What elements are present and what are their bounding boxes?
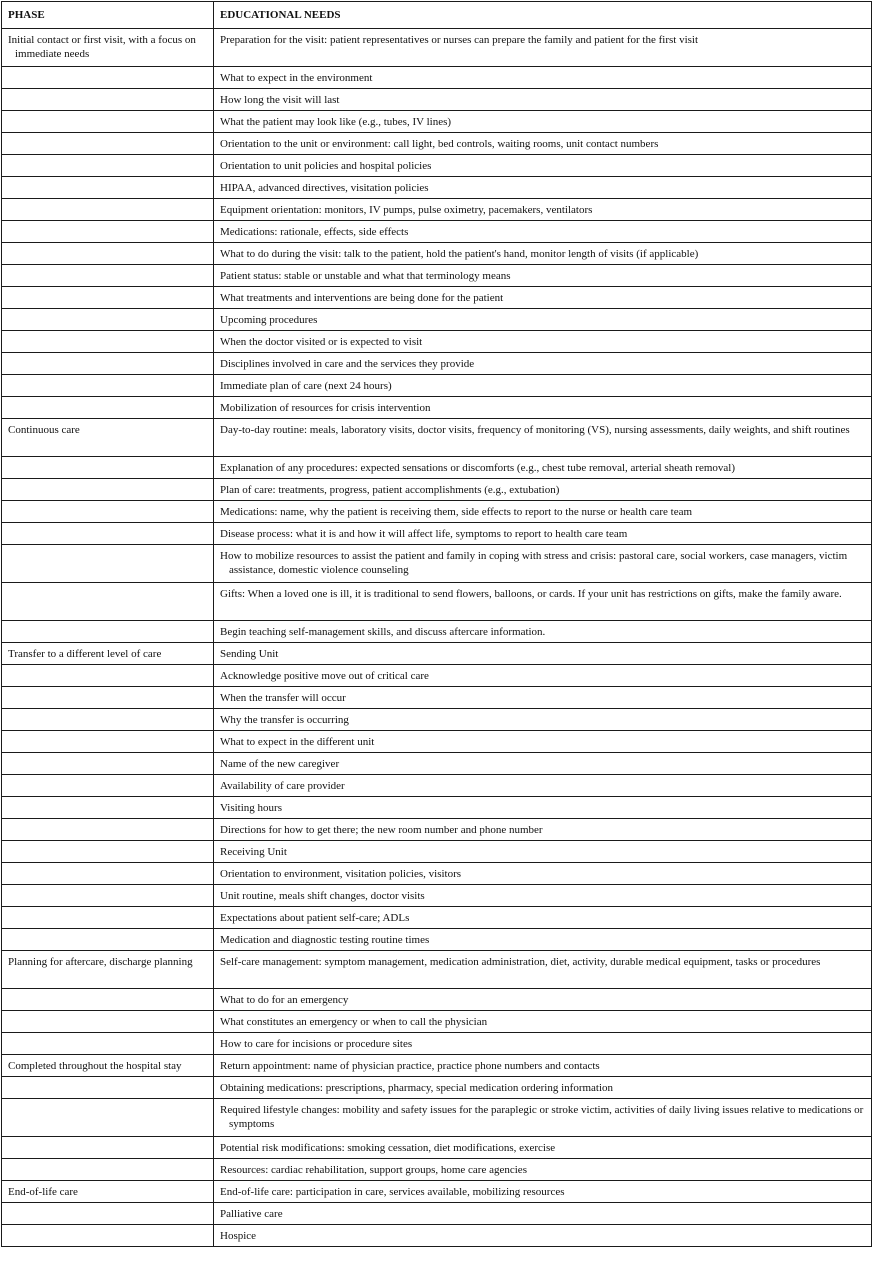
educational-need-cell: Disciplines involved in care and the services they provide — [214, 353, 872, 375]
table-row — [2, 265, 872, 287]
phase-cell — [2, 929, 214, 951]
phase-cell — [2, 457, 214, 479]
phase-cell — [2, 1203, 214, 1225]
educational-need-cell: Return appointment: name of physician practice, practice phone numbers and contacts — [214, 1055, 872, 1077]
table-row — [2, 111, 872, 133]
table-row — [2, 665, 872, 687]
table-row — [2, 709, 872, 731]
phase-cell — [2, 989, 214, 1011]
phase-cell — [2, 1137, 214, 1159]
phase-cell — [2, 67, 214, 89]
table-row — [2, 819, 872, 841]
educational-need-cell: Why the transfer is occurring — [214, 709, 872, 731]
educational-need-cell: Obtaining medications: prescriptions, pharmacy, special medication ordering information — [214, 1077, 872, 1099]
educational-need-cell: Immediate plan of care (next 24 hours) — [214, 375, 872, 397]
phase-cell — [2, 353, 214, 375]
phase-cell — [2, 709, 214, 731]
educational-need-cell: Medications: rationale, effects, side effects — [214, 221, 872, 243]
educational-need-cell: Mobilization of resources for crisis intervention — [214, 397, 872, 419]
table-row — [2, 989, 872, 1011]
phase-column-header: PHASE — [2, 2, 214, 29]
table-row — [2, 29, 872, 67]
table-row — [2, 929, 872, 951]
table-row — [2, 133, 872, 155]
educational-need-cell: Patient status: stable or unstable and what that terminology means — [214, 265, 872, 287]
educational-needs-table — [1, 1, 872, 1247]
educational-need-cell: Medications: name, why the patient is receiving them, side effects to report to the nurse or health care team — [214, 501, 872, 523]
table-row — [2, 375, 872, 397]
phase-cell — [2, 731, 214, 753]
educational-need-cell: What to expect in the different unit — [214, 731, 872, 753]
phase-cell: End-of-life care — [2, 1181, 214, 1203]
table-row — [2, 1033, 872, 1055]
phase-cell — [2, 331, 214, 353]
table-row — [2, 1099, 872, 1137]
educational-need-cell: How to care for incisions or procedure sites — [214, 1033, 872, 1055]
table-row — [2, 479, 872, 501]
table-row — [2, 67, 872, 89]
educational-need-cell: Expectations about patient self-care; ADLs — [214, 907, 872, 929]
educational-need-cell: Orientation to environment, visitation policies, visitors — [214, 863, 872, 885]
table-row — [2, 1011, 872, 1033]
table-row — [2, 419, 872, 457]
educational-need-cell: Self-care management: symptom management, medication administration, diet, activity, durable medical equipment, tasks or procedures — [214, 951, 872, 989]
table-row — [2, 397, 872, 419]
table-row — [2, 907, 872, 929]
phase-cell — [2, 1159, 214, 1181]
table-row — [2, 1137, 872, 1159]
table-row — [2, 951, 872, 989]
phase-cell — [2, 397, 214, 419]
phase-cell — [2, 863, 214, 885]
phase-cell — [2, 1225, 214, 1247]
educational-needs-column-header: EDUCATIONAL NEEDS — [214, 2, 872, 29]
educational-need-cell: When the transfer will occur — [214, 687, 872, 709]
phase-cell — [2, 523, 214, 545]
table-row — [2, 797, 872, 819]
phase-cell — [2, 111, 214, 133]
educational-need-cell: When the doctor visited or is expected to visit — [214, 331, 872, 353]
table-row — [2, 199, 872, 221]
phase-cell — [2, 621, 214, 643]
educational-need-cell: Equipment orientation: monitors, IV pumps, pulse oximetry, pacemakers, ventilators — [214, 199, 872, 221]
table-row — [2, 775, 872, 797]
educational-need-cell: What to do for an emergency — [214, 989, 872, 1011]
educational-need-cell: What the patient may look like (e.g., tubes, IV lines) — [214, 111, 872, 133]
phase-cell — [2, 265, 214, 287]
table-row — [2, 687, 872, 709]
educational-need-cell: Explanation of any procedures: expected sensations or discomforts (e.g., chest tube removal, arterial sheath removal) — [214, 457, 872, 479]
phase-cell — [2, 221, 214, 243]
phase-cell — [2, 819, 214, 841]
phase-cell — [2, 479, 214, 501]
table-row — [2, 523, 872, 545]
educational-need-cell: HIPAA, advanced directives, visitation policies — [214, 177, 872, 199]
phase-cell: Continuous care — [2, 419, 214, 457]
educational-need-cell: Preparation for the visit: patient representatives or nurses can prepare the family and patient for the first visit — [214, 29, 872, 67]
table-row — [2, 583, 872, 621]
phase-cell — [2, 375, 214, 397]
phase-cell — [2, 797, 214, 819]
phase-cell — [2, 583, 214, 621]
phase-cell — [2, 885, 214, 907]
educational-need-cell: Gifts: When a loved one is ill, it is traditional to send flowers, balloons, or cards. If your unit has restrictions on gifts, make the family aware. — [214, 583, 872, 621]
table-row — [2, 353, 872, 375]
table-row — [2, 643, 872, 665]
phase-cell — [2, 665, 214, 687]
educational-need-cell: Required lifestyle changes: mobility and safety issues for the paraplegic or stroke victim, activities of daily living issues relative to medications or symptoms — [214, 1099, 872, 1137]
educational-need-cell: Plan of care: treatments, progress, patient accomplishments (e.g., extubation) — [214, 479, 872, 501]
table-row — [2, 885, 872, 907]
educational-need-cell: Upcoming procedures — [214, 309, 872, 331]
table-row — [2, 545, 872, 583]
educational-need-cell: What treatments and interventions are being done for the patient — [214, 287, 872, 309]
educational-need-cell: Orientation to unit policies and hospital policies — [214, 155, 872, 177]
phase-cell — [2, 177, 214, 199]
table-row — [2, 1159, 872, 1181]
phase-cell: Completed throughout the hospital stay — [2, 1055, 214, 1077]
educational-need-cell: Begin teaching self-management skills, and discuss aftercare information. — [214, 621, 872, 643]
phase-cell — [2, 1011, 214, 1033]
table-row — [2, 841, 872, 863]
educational-need-cell: What to do during the visit: talk to the patient, hold the patient's hand, monitor length of visits (if applicable) — [214, 243, 872, 265]
table-body — [2, 29, 872, 1247]
table-row — [2, 1055, 872, 1077]
phase-cell — [2, 287, 214, 309]
table-row — [2, 501, 872, 523]
table-row — [2, 1077, 872, 1099]
unit-subheading-cell: Receiving Unit — [214, 841, 872, 863]
phase-cell — [2, 243, 214, 265]
phase-cell — [2, 133, 214, 155]
educational-need-cell: Medication and diagnostic testing routine times — [214, 929, 872, 951]
table-row — [2, 621, 872, 643]
educational-need-cell: Acknowledge positive move out of critical care — [214, 665, 872, 687]
educational-need-cell: What constitutes an emergency or when to call the physician — [214, 1011, 872, 1033]
educational-need-cell: Palliative care — [214, 1203, 872, 1225]
table-row — [2, 731, 872, 753]
table-row — [2, 177, 872, 199]
educational-need-cell: Name of the new caregiver — [214, 753, 872, 775]
phase-cell: Transfer to a different level of care — [2, 643, 214, 665]
table-row — [2, 221, 872, 243]
educational-need-cell: How to mobilize resources to assist the patient and family in coping with stress and crisis: pastoral care, social workers, case managers, victim assistance, domestic violence counseling — [214, 545, 872, 583]
phase-cell: Initial contact or first visit, with a focus on immediate needs — [2, 29, 214, 67]
phase-cell — [2, 907, 214, 929]
educational-need-cell: Disease process: what it is and how it will affect life, symptoms to report to health care team — [214, 523, 872, 545]
educational-need-cell: Hospice — [214, 1225, 872, 1247]
phase-cell — [2, 89, 214, 111]
phase-cell — [2, 841, 214, 863]
table-row — [2, 287, 872, 309]
table-row — [2, 863, 872, 885]
table-row — [2, 155, 872, 177]
educational-need-cell: Day-to-day routine: meals, laboratory visits, doctor visits, frequency of monitoring (VS), nursing assessments, daily weights, and shift routines — [214, 419, 872, 457]
table-row — [2, 1203, 872, 1225]
educational-need-cell: End-of-life care: participation in care, services available, mobilizing resources — [214, 1181, 872, 1203]
phase-cell — [2, 155, 214, 177]
educational-need-cell: Availability of care provider — [214, 775, 872, 797]
phase-cell — [2, 1077, 214, 1099]
educational-need-cell: Potential risk modifications: smoking cessation, diet modifications, exercise — [214, 1137, 872, 1159]
table-row — [2, 1181, 872, 1203]
educational-need-cell: Orientation to the unit or environment: call light, bed controls, waiting rooms, unit contact numbers — [214, 133, 872, 155]
phase-cell — [2, 309, 214, 331]
phase-cell — [2, 753, 214, 775]
table-header — [2, 2, 872, 29]
header-row — [2, 2, 872, 29]
educational-need-cell: How long the visit will last — [214, 89, 872, 111]
phase-cell — [2, 687, 214, 709]
educational-need-cell: Visiting hours — [214, 797, 872, 819]
phase-cell — [2, 501, 214, 523]
educational-need-cell: Unit routine, meals shift changes, doctor visits — [214, 885, 872, 907]
table-row — [2, 457, 872, 479]
table-row — [2, 753, 872, 775]
phase-cell — [2, 1099, 214, 1137]
phase-cell — [2, 545, 214, 583]
table-row — [2, 1225, 872, 1247]
educational-need-cell: Directions for how to get there; the new room number and phone number — [214, 819, 872, 841]
phase-cell — [2, 199, 214, 221]
table-row — [2, 243, 872, 265]
table-row — [2, 89, 872, 111]
phase-cell: Planning for aftercare, discharge planning — [2, 951, 214, 989]
phase-cell — [2, 775, 214, 797]
table-row — [2, 331, 872, 353]
educational-need-cell: What to expect in the environment — [214, 67, 872, 89]
unit-subheading-cell: Sending Unit — [214, 643, 872, 665]
phase-cell — [2, 1033, 214, 1055]
educational-need-cell: Resources: cardiac rehabilitation, support groups, home care agencies — [214, 1159, 872, 1181]
table-row — [2, 309, 872, 331]
